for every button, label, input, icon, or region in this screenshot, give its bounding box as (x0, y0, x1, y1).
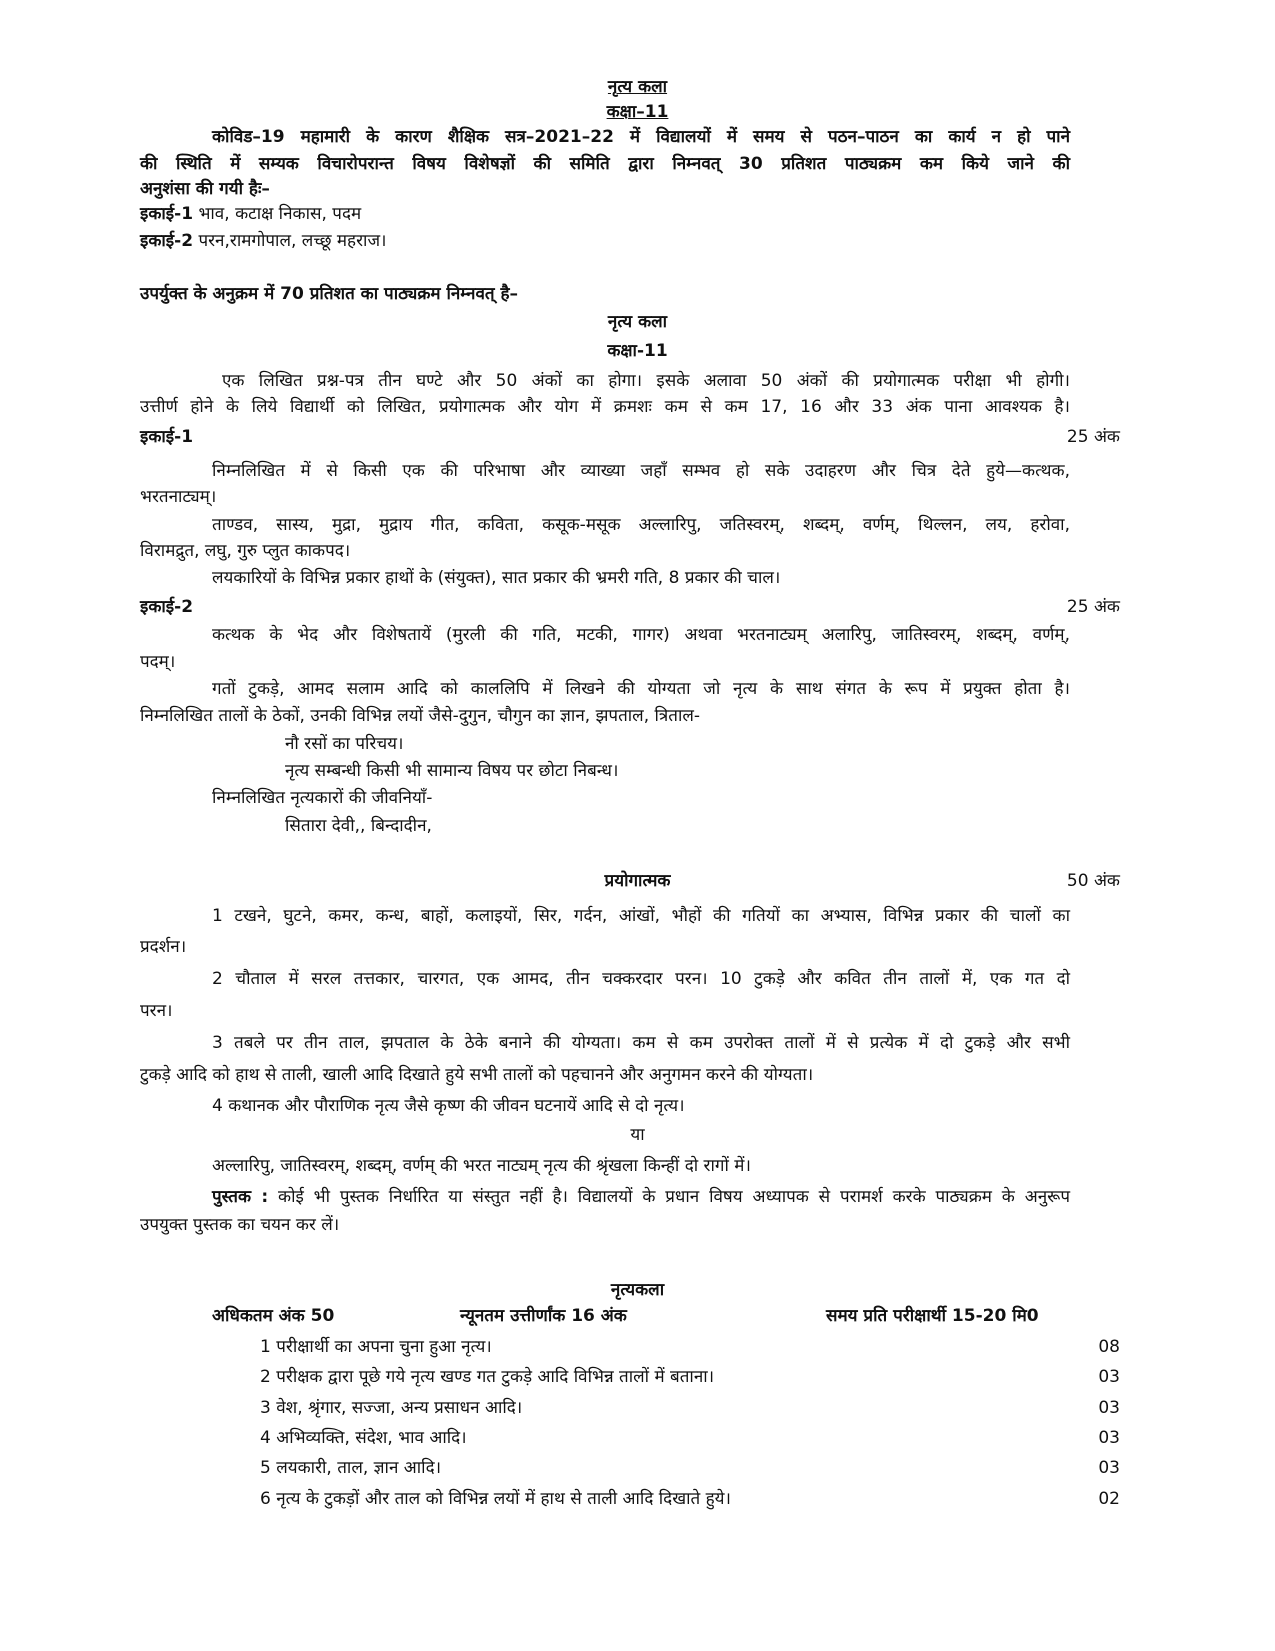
reduced-unit-2-text: परन,रामगोपाल, लच्छू महराज। (198, 231, 387, 251)
scheme-item: 6 नृत्य के टुकड़ों और ताल को विभिन्न लयों में हाथ से ताली आदि दिखाते हुये। (260, 1489, 731, 1509)
practical-title: प्रयोगात्मक (604, 871, 671, 891)
reduced-unit-1-text: भाव, कटाक्ष निकास, पदम (198, 204, 362, 224)
scheme-item-marks: 02 (1098, 1489, 1120, 1509)
unit-2-marks: 25 अंक (1066, 597, 1120, 617)
covid-line-1: कोविड–19 महामारी के कारण शैक्षिक सत्र–2021–22 में विद्यालयों में समय से पठन–पाठन का कार्य न हो पाने (212, 127, 1070, 147)
unit-2-para-5: निम्नलिखित नृत्यकारों की जीवनियाँ- (212, 788, 433, 808)
scheme-time: समय प्रति परीक्षार्थी 15-20 मि0 (826, 1306, 1039, 1326)
doc-class: कक्षा–11 (606, 102, 669, 122)
book-line-1 (140, 1186, 1070, 1208)
practical-or: या (630, 1125, 645, 1145)
scheme-title: नृत्यकला (610, 1280, 665, 1300)
book-label: पुस्तक : (212, 1187, 269, 1207)
covid-line-3: अनुशंसा की गयी हैः– (140, 179, 270, 199)
unit-2-label: इकाई-2 (140, 597, 194, 617)
practical-item-3a: 3 तबले पर तीन ताल, झपताल के ठेके बनाने की योग्यता। कम से कम उपरोक्त तालों में से प्रत्येक में दो टुकड़े और सभी (212, 1033, 1070, 1053)
practical-item-2b: परन। (140, 1001, 173, 1021)
syllabus-class: कक्षा-11 (607, 341, 668, 361)
unit-2-para-4: नृत्य सम्बन्धी किसी भी सामान्य विषय पर छोटा निबन्ध। (285, 761, 619, 781)
practical-item-5: अल्लारिपु, जातिस्वरम्, शब्दम्, वर्णम् की भरत नाट्यम् नृत्य की श्रृंखला किन्हीं दो रागों में। (212, 1156, 751, 1176)
syllabus-title: नृत्य कला (607, 312, 668, 332)
unit-2-para-3: नौ रसों का परिचय। (285, 734, 404, 754)
intro-70-percent: उपर्युक्त के अनुक्रम में 70 प्रतिशत का पाठ्यक्रम निम्नवत् है– (140, 284, 519, 304)
unit-2-para-2a: गतों टुकड़े, आमद सलाम आदि को काललिपि में लिखने की योग्यता जो नृत्य के साथ संगत के रूप में प्रयुक्त होता है। (212, 679, 1070, 699)
scheme-item: 2 परीक्षक द्वारा पूछे गये नृत्य खण्ड गत टुकड़े आदि विभिन्न तालों में बताना। (260, 1367, 715, 1387)
unit-1-marks: 25 अंक (1066, 427, 1120, 447)
book-text-a: कोई भी पुस्तक निर्धारित या संस्तुत नहीं है। विद्यालयों के प्रधान विषय अध्यापक से परामर्श करके पाठ्यक्रम के अनुरूप (278, 1187, 1070, 1207)
scheme-item-marks: 03 (1098, 1398, 1120, 1418)
exam-line-2: उत्तीर्ण होने के लिये विद्यार्थी को लिखित, प्रयोगात्मक और योग में क्रमशः कम से कम 17, 16 और 33 अंक पाना आवश्यक है। (140, 397, 1070, 417)
reduced-unit-1-label: इकाई-1 (140, 204, 194, 224)
unit-2-para-1b: पदम्। (140, 652, 176, 672)
scheme-item-marks: 03 (1098, 1367, 1120, 1387)
covid-line-2: की स्थिति में सम्यक विचारोपरान्त विषय विशेषज्ञों की समिति द्वारा निम्नवत् 30 प्रतिशत पाठ्यक्रम कम किये जाने की (140, 154, 1070, 174)
scheme-item: 5 लयकारी, ताल, ज्ञान आदि। (260, 1458, 442, 1478)
scheme-item-marks: 03 (1098, 1458, 1120, 1478)
practical-marks: 50 अंक (1066, 871, 1120, 891)
reduced-unit-2 (140, 230, 387, 252)
reduced-unit-2-label: इकाई-2 (140, 231, 194, 251)
scheme-min-marks: न्यूनतम उत्तीर्णांक 16 अंक (460, 1306, 627, 1326)
unit-1-label: इकाई-1 (140, 427, 194, 447)
scheme-item-marks: 03 (1098, 1428, 1120, 1448)
unit-1-para-2b: विरामद्रुत, लघु, गुरु प्लुत काकपद। (140, 541, 351, 561)
unit-1-para-3: लयकारियों के विभिन्न प्रकार हाथों के (संयुक्त), सात प्रकार की भ्रमरी गति, 8 प्रकार की चाल। (212, 568, 781, 588)
reduced-unit-1 (140, 203, 361, 225)
practical-item-3b: टुकड़े आदि को हाथ से ताली, खाली आदि दिखाते हुये सभी तालों को पहचानने और अनुगमन करने की योग्यता। (140, 1065, 814, 1085)
scheme-max-marks: अधिकतम अंक 50 (212, 1306, 335, 1326)
exam-line-1: एक लिखित प्रश्न-पत्र तीन घण्टे और 50 अंकों का होगा। इसके अलावा 50 अंकों की प्रयोगात्मक परीक्षा भी होगी। (222, 371, 1070, 391)
practical-item-2a: 2 चौताल में सरल तत्तकार, चारगत, एक आमद, तीन चक्करदार परन। 10 टुकड़े और कवित तीन तालों में, एक गत दो (212, 969, 1070, 989)
practical-item-4: 4 कथानक और पौराणिक नृत्य जैसे कृष्ण की जीवन घटनायें आदि से दो नृत्य। (212, 1096, 685, 1116)
scheme-item: 4 अभिव्यक्ति, संदेश, भाव आदि। (260, 1428, 467, 1448)
unit-2-para-1a: कत्थक के भेद और विशेषतायें (मुरली की गति, मटकी, गागर) अथवा भरतनाट्यम् अलारिपु, जातिस्वरम्, शब्दम्, वर्णम्, (212, 625, 1070, 645)
scheme-item: 3 वेश, श्रृंगार, सज्जा, अन्य प्रसाधन आदि। (260, 1398, 523, 1418)
book-line-2: उपयुक्त पुस्तक का चयन कर लें। (140, 1215, 340, 1235)
unit-2-para-2b: निम्नलिखित तालों के ठेकों, उनकी विभिन्न लयों जैसे-दुगुन, चौगुन का ज्ञान, झपताल, त्रिताल- (140, 706, 701, 726)
practical-item-1b: प्रदर्शन। (140, 937, 187, 957)
unit-2-para-6: सितारा देवी,, बिन्दादीन, (285, 816, 432, 836)
scheme-item-marks: 08 (1098, 1337, 1120, 1357)
unit-1-para-2a: ताण्डव, सास्य, मुद्रा, मुद्राय गीत, कविता, कसूक-मसूक अल्लारिपु, जतिस्वरम्, शब्दम्, वर्णम्, थिल्लन, लय, हरोवा, (212, 515, 1070, 535)
scheme-item: 1 परीक्षार्थी का अपना चुना हुआ नृत्य। (260, 1337, 492, 1357)
doc-title: नृत्य कला (607, 77, 668, 97)
unit-1-para-1b: भरतनाट्यम्। (140, 487, 217, 507)
unit-1-para-1a: निम्नलिखित में से किसी एक की परिभाषा और व्याख्या जहाँ सम्भव हो सके उदाहरण और चित्र देते हुये—कत्थक, (212, 461, 1070, 481)
practical-item-1a: 1 टखने, घुटने, कमर, कन्ध, बाहों, कलाइयों, सिर, गर्दन, आंखों, भौहों की गतियों का अभ्यास, विभिन्न प्रकार की चालों का (212, 906, 1070, 926)
